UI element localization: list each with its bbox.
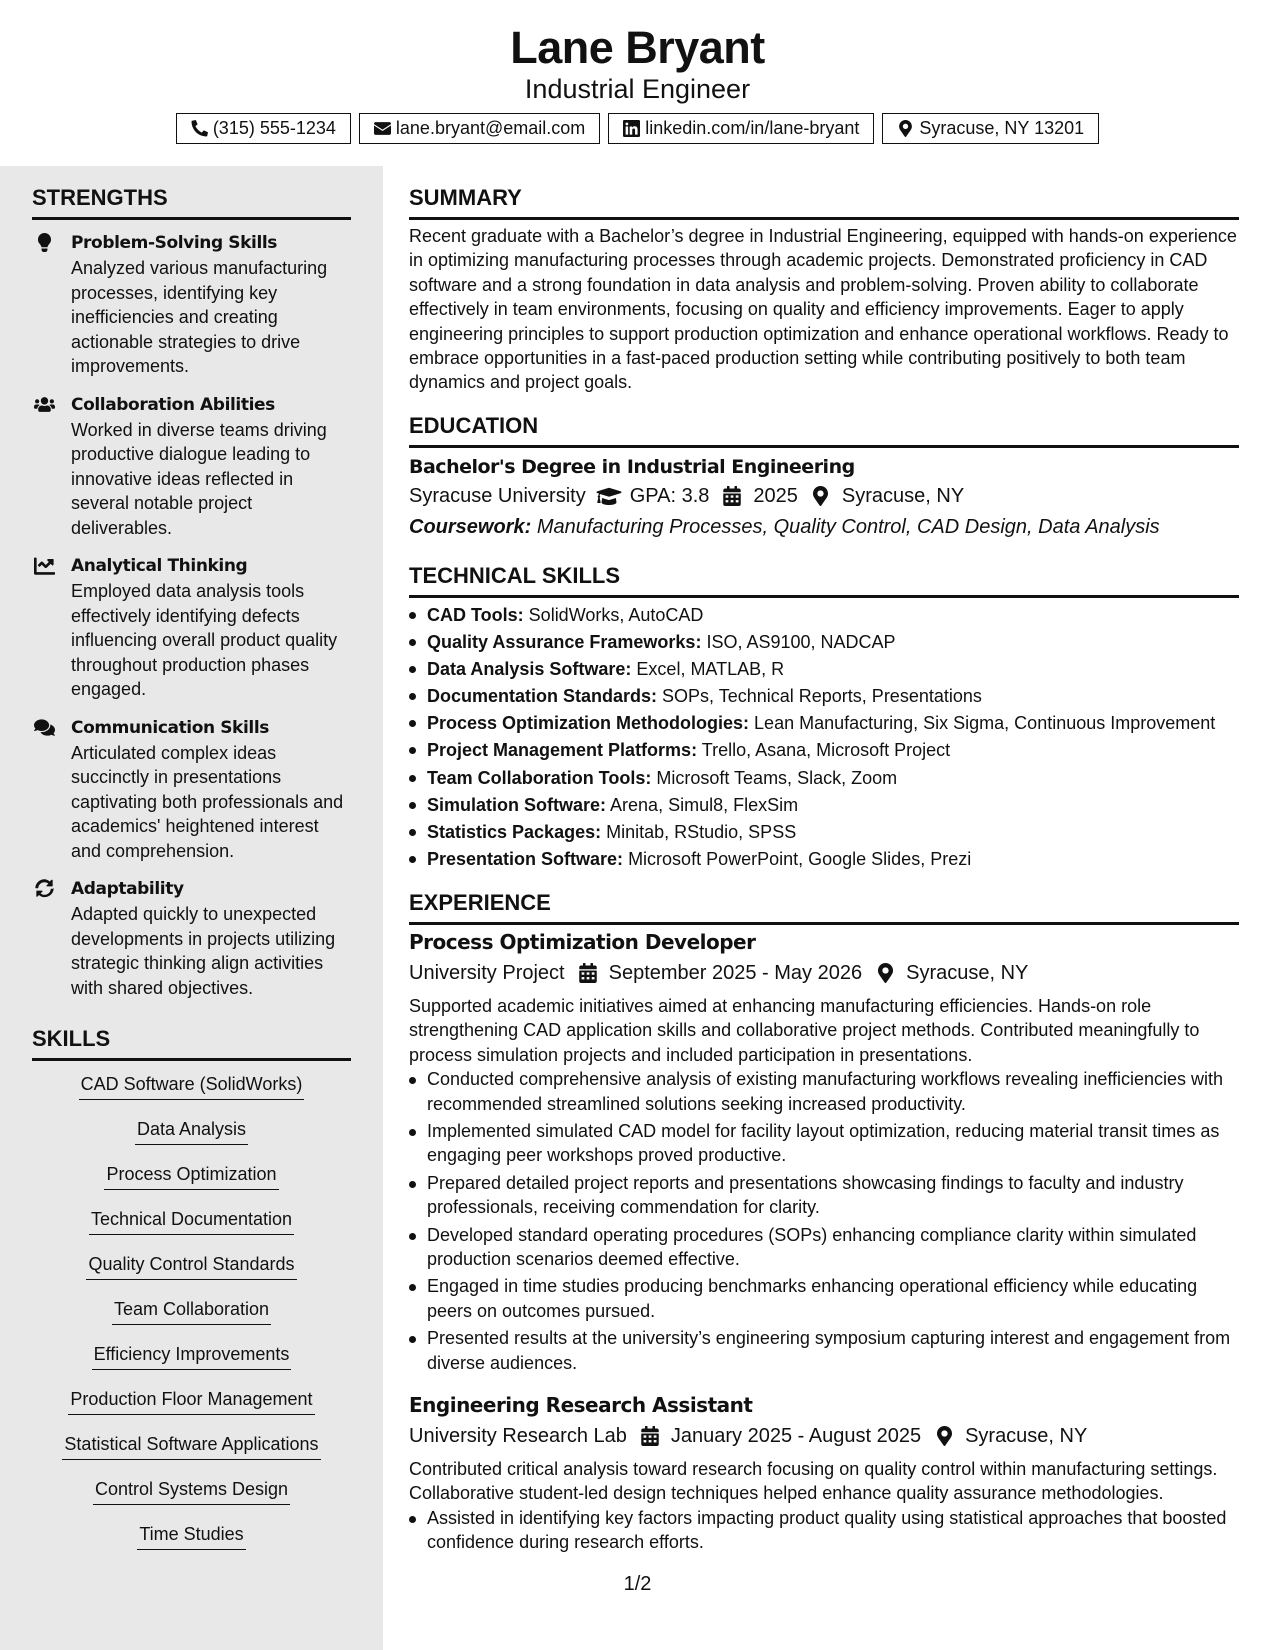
calendar-icon — [575, 963, 601, 983]
candidate-role: Industrial Engineer — [524, 74, 751, 104]
sync-icon — [34, 879, 55, 898]
map-pin-icon — [897, 120, 914, 137]
job-bullet: Conducted comprehensive analysis of existing manufacturing workflows revealing inefficiencies with recommended streamlined solutions seeking increased productivity. — [409, 1067, 1239, 1116]
contact-email[interactable] — [359, 113, 600, 144]
map-pin-icon — [931, 1426, 957, 1446]
contact-phone-text: (315) 555-1234 — [212, 118, 336, 138]
strength-description: Articulated complex ideas succinctly in presentations captivating both professionals and academics' heightened interest and comprehension. — [71, 742, 344, 861]
job-location: Syracuse, NY — [965, 1425, 1088, 1447]
skill-item — [32, 1117, 351, 1162]
coursework-label: Coursework: — [409, 516, 532, 538]
contact-location[interactable] — [882, 113, 1099, 144]
job-bullets — [409, 1506, 1239, 1555]
skill-label: CAD Software (SolidWorks) — [79, 1072, 305, 1100]
technical-skill-value: ISO, AS9100, NADCAP — [706, 632, 896, 653]
technical-skill-label: Presentation Software: — [427, 848, 624, 869]
technical-skills-list — [409, 602, 1239, 873]
users-icon — [34, 395, 55, 414]
technical-skill-value: Minitab, RStudio, SPSS — [606, 821, 797, 842]
experience-heading: EXPERIENCE — [409, 890, 1239, 925]
coursework-list: Manufacturing Processes, Quality Control, CAD Design, Data Analysis — [536, 516, 1160, 538]
envelope-icon — [374, 120, 391, 137]
job-dates: January 2025 - August 2025 — [670, 1425, 922, 1447]
technical-skill-label: Data Analysis Software: — [427, 659, 632, 680]
education-school: Syracuse University — [409, 485, 586, 507]
calendar-icon — [719, 486, 745, 506]
skill-label: Efficiency Improvements — [92, 1342, 292, 1370]
skill-label: Control Systems Design — [93, 1477, 290, 1505]
strength-title: Analytical Thinking — [71, 556, 248, 576]
skill-label: Team Collaboration — [112, 1297, 271, 1325]
technical-skill-label: Team Collaboration Tools: — [427, 767, 652, 788]
comments-icon — [34, 718, 55, 737]
technical-skill-label: Project Management Platforms: — [427, 740, 698, 761]
education-heading: EDUCATION — [409, 413, 1239, 448]
skill-item — [32, 1342, 351, 1387]
summary-text: Recent graduate with a Bachelor’s degree in Industrial Engineering, equipped with hands-on experience in optimizing manufacturing processes through academic projects. Demonstrated proficiency in CAD software and a strong foundation in data analysis and problem-solving. Proven ability to collaborate effectively in team environments, focusing on quality and efficiency improvements. Eager to apply engineering principles to support production optimization and enhance operational workflows. Ready to embrace opportunities in a fast-paced production setting while contributing positively to both team dynamics and project goals. — [409, 226, 1237, 393]
job-dates: September 2025 - May 2026 — [608, 962, 863, 984]
skill-label: Technical Documentation — [89, 1207, 294, 1235]
skill-label: Production Floor Management — [68, 1387, 314, 1415]
strength-item — [32, 876, 352, 1000]
candidate-name: Lane Bryant — [510, 22, 765, 73]
job-title: Process Optimization Developer — [409, 930, 756, 954]
technical-skill-value: Microsoft Teams, Slack, Zoom — [656, 767, 898, 788]
graduation-cap-icon — [596, 486, 622, 506]
education-location: Syracuse, NY — [841, 485, 965, 507]
strength-description: Analyzed various manufacturing processes, identifying key inefficiencies and creating actionable strategies to drive improvements. — [71, 258, 328, 376]
technical-skill-item — [409, 737, 1239, 764]
experience-entry — [409, 928, 1239, 1378]
strength-item — [32, 230, 352, 379]
education-year: 2025 — [753, 485, 798, 507]
technical-skill-label: Quality Assurance Frameworks: — [427, 632, 702, 653]
technical-skill-label: Statistics Packages: — [427, 821, 602, 842]
job-meta — [409, 958, 1239, 988]
strength-title: Communication Skills — [71, 717, 269, 738]
lightbulb-icon — [34, 233, 55, 252]
job-bullet: Engaged in time studies producing benchmarks enhancing operational efficiency while educating peers on outcomes pursued. — [409, 1274, 1239, 1323]
summary-heading: SUMMARY — [409, 185, 1239, 220]
technical-skills-heading: TECHNICAL SKILLS — [409, 563, 1239, 598]
strength-item — [32, 553, 352, 702]
technical-skill-value: Lean Manufacturing, Six Sigma, Continuous Improvement — [754, 713, 1216, 734]
experience-entry — [409, 1391, 1239, 1558]
contact-location-text: Syracuse, NY 13201 — [919, 118, 1085, 138]
skill-item — [32, 1387, 351, 1432]
technical-skill-item — [409, 683, 1239, 710]
contact-email-text: lane.bryant@email.com — [395, 118, 586, 138]
strength-title: Problem-Solving Skills — [71, 233, 278, 253]
page-number: 1/2 — [623, 1573, 652, 1595]
job-bullet: Developed standard operating procedures (SOPs) enhancing compliance clarity within simulated production scenarios deemed effective. — [409, 1223, 1239, 1272]
education-degree: Bachelor's Degree in Industrial Engineering — [409, 456, 855, 478]
resume-header — [0, 0, 1275, 166]
technical-skill-item — [409, 765, 1239, 792]
technical-skill-item — [409, 819, 1239, 846]
technical-skill-item — [409, 710, 1239, 737]
job-bullet: Implemented simulated CAD model for facility layout optimization, reducing material transit times as engaging peer workshops proved productive. — [409, 1119, 1239, 1168]
sidebar — [0, 166, 383, 1650]
skill-item — [32, 1207, 351, 1252]
job-bullets — [409, 1067, 1239, 1375]
skill-item — [32, 1297, 351, 1342]
technical-skill-label: Documentation Standards: — [427, 686, 658, 707]
technical-skill-value: Trello, Asana, Microsoft Project — [701, 740, 951, 761]
map-pin-icon — [872, 963, 898, 983]
technical-skill-value: Arena, Simul8, FlexSim — [610, 794, 799, 815]
skill-item — [32, 1072, 351, 1117]
strength-description: Adapted quickly to unexpected developments in projects utilizing strategic thinking align activities with shared objectives. — [71, 904, 336, 998]
strengths-heading: STRENGTHS — [32, 185, 351, 220]
contact-linkedin[interactable] — [608, 113, 874, 144]
education-coursework — [409, 514, 1160, 540]
job-location: Syracuse, NY — [906, 962, 1029, 984]
map-pin-icon — [808, 486, 834, 506]
technical-skill-item — [409, 629, 1239, 656]
skill-label: Data Analysis — [135, 1117, 248, 1145]
contact-linkedin-text: linkedin.com/in/lane-bryant — [645, 118, 860, 138]
skill-label: Time Studies — [137, 1522, 245, 1550]
strengths-list — [32, 230, 352, 1013]
job-meta — [409, 1421, 1239, 1451]
education-meta — [409, 483, 964, 509]
skills-heading: SKILLS — [32, 1026, 351, 1061]
strength-item — [32, 392, 352, 541]
job-description: Supported academic initiatives aimed at enhancing manufacturing efficiencies. Hands-on role strengthening CAD application skills and collaborative project methods. Contributed meaningfully to process simulation projects and included participation in presentations. — [409, 996, 1200, 1065]
education-gpa: GPA: 3.8 — [629, 485, 710, 507]
job-bullet: Presented results at the university’s engineering symposium capturing interest and engagement from diverse audiences. — [409, 1326, 1239, 1375]
skill-item — [32, 1522, 351, 1567]
skill-item — [32, 1252, 351, 1297]
phone-icon — [191, 120, 208, 137]
skill-label: Quality Control Standards — [86, 1252, 296, 1280]
technical-skill-label: CAD Tools: — [427, 605, 524, 625]
technical-skill-value: Excel, MATLAB, R — [636, 659, 785, 680]
technical-skill-item — [409, 846, 1239, 873]
technical-skill-value: SolidWorks, AutoCAD — [528, 605, 704, 625]
technical-skill-item — [409, 656, 1239, 683]
chart-line-icon — [34, 556, 55, 575]
skill-label: Statistical Software Applications — [62, 1432, 320, 1460]
contact-phone[interactable] — [176, 113, 351, 144]
skill-label: Process Optimization — [104, 1162, 278, 1190]
strength-title: Adaptability — [71, 879, 184, 899]
calendar-icon — [637, 1426, 663, 1446]
technical-skill-label: Simulation Software: — [427, 794, 607, 815]
technical-skill-item — [409, 602, 1239, 629]
linkedin-icon — [623, 120, 640, 137]
skill-item — [32, 1162, 351, 1207]
job-title: Engineering Research Assistant — [409, 1393, 753, 1417]
strength-title: Collaboration Abilities — [71, 394, 275, 415]
job-description: Contributed critical analysis toward research focusing on quality control within manufacturing settings. Collaborative student-led design techniques helped enhance quality assurance methodologies. — [409, 1459, 1218, 1504]
technical-skill-value: SOPs, Technical Reports, Presentations — [662, 686, 982, 707]
job-bullet: Prepared detailed project reports and presentations showcasing findings to faculty and industry professionals, receiving commendation for clarity. — [409, 1171, 1239, 1220]
skill-item — [32, 1432, 351, 1477]
skill-item — [32, 1477, 351, 1522]
technical-skill-value: Microsoft PowerPoint, Google Slides, Prezi — [628, 848, 972, 869]
job-organization: University Research Lab — [409, 1425, 627, 1447]
technical-skill-item — [409, 792, 1239, 819]
strength-description: Worked in diverse teams driving productive dialogue leading to innovative ideas reflected in several notable project deliverables. — [71, 419, 327, 538]
strength-item — [32, 715, 352, 864]
skills-list — [32, 1072, 351, 1567]
technical-skill-label: Process Optimization Methodologies: — [427, 713, 750, 734]
job-organization: University Project — [409, 962, 565, 984]
job-bullet: Assisted in identifying key factors impacting product quality using statistical approaches that boosted confidence during research efforts. — [409, 1506, 1239, 1555]
contact-bar — [0, 113, 1275, 144]
strength-description: Employed data analysis tools effectively identifying defects influencing overall product quality throughout production phases engaged. — [71, 581, 338, 699]
